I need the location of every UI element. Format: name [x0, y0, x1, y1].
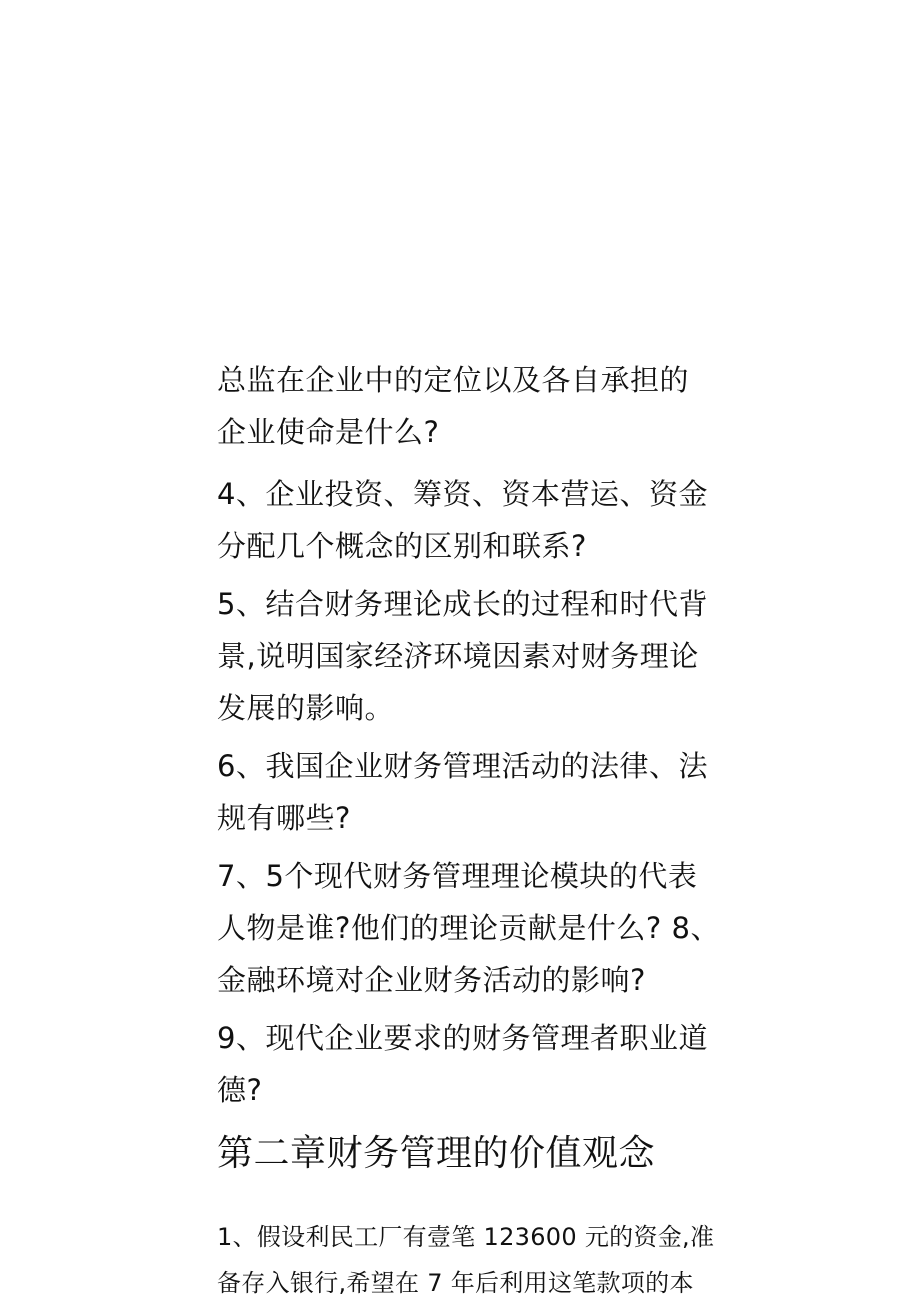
- chapter-title: 第二章财务管理的价值观念: [217, 1133, 656, 1174]
- question-7-8: [217, 850, 720, 1006]
- text-line: 规有哪些?: [217, 801, 351, 835]
- exercise-1: [217, 1214, 717, 1306]
- text-line: 7、5个现代财务管理理论模块的代表: [217, 859, 698, 893]
- text-line: 1、假设利民工厂有壹笔 123600 元的资金,准: [217, 1223, 715, 1251]
- text-line: 6、我国企业财务管理活动的法律、法: [217, 749, 708, 783]
- text-line: 发展的影响。: [217, 691, 395, 725]
- document-body: [217, 354, 720, 1306]
- text-line: 企业使命是什么?: [217, 415, 440, 449]
- question-6: [217, 740, 717, 844]
- text-line: 总监在企业中的定位以及各自承担的: [217, 363, 690, 397]
- question-3-continuation: [217, 354, 717, 458]
- text-line: 德?: [217, 1073, 263, 1107]
- text-line: 金融环境对企业财务活动的影响?: [217, 963, 646, 997]
- question-4: [217, 468, 717, 572]
- text-line: 9、现代企业要求的财务管理者职业道: [217, 1021, 708, 1055]
- question-5: [217, 578, 717, 734]
- question-9: [217, 1012, 717, 1116]
- text-line: 分配几个概念的区别和联系?: [217, 529, 587, 563]
- text-line: 景,说明国家经济环境因素对财务理论: [217, 639, 699, 673]
- text-line: 4、企业投资、筹资、资本营运、资金: [217, 477, 708, 511]
- text-line: 人物是谁?他们的理论贡献是什么? 8、: [217, 911, 720, 945]
- text-line: 备存入银行,希望在 7 年后利用这笔款项的本: [217, 1269, 694, 1297]
- text-line: 5、结合财务理论成长的过程和时代背: [217, 587, 708, 621]
